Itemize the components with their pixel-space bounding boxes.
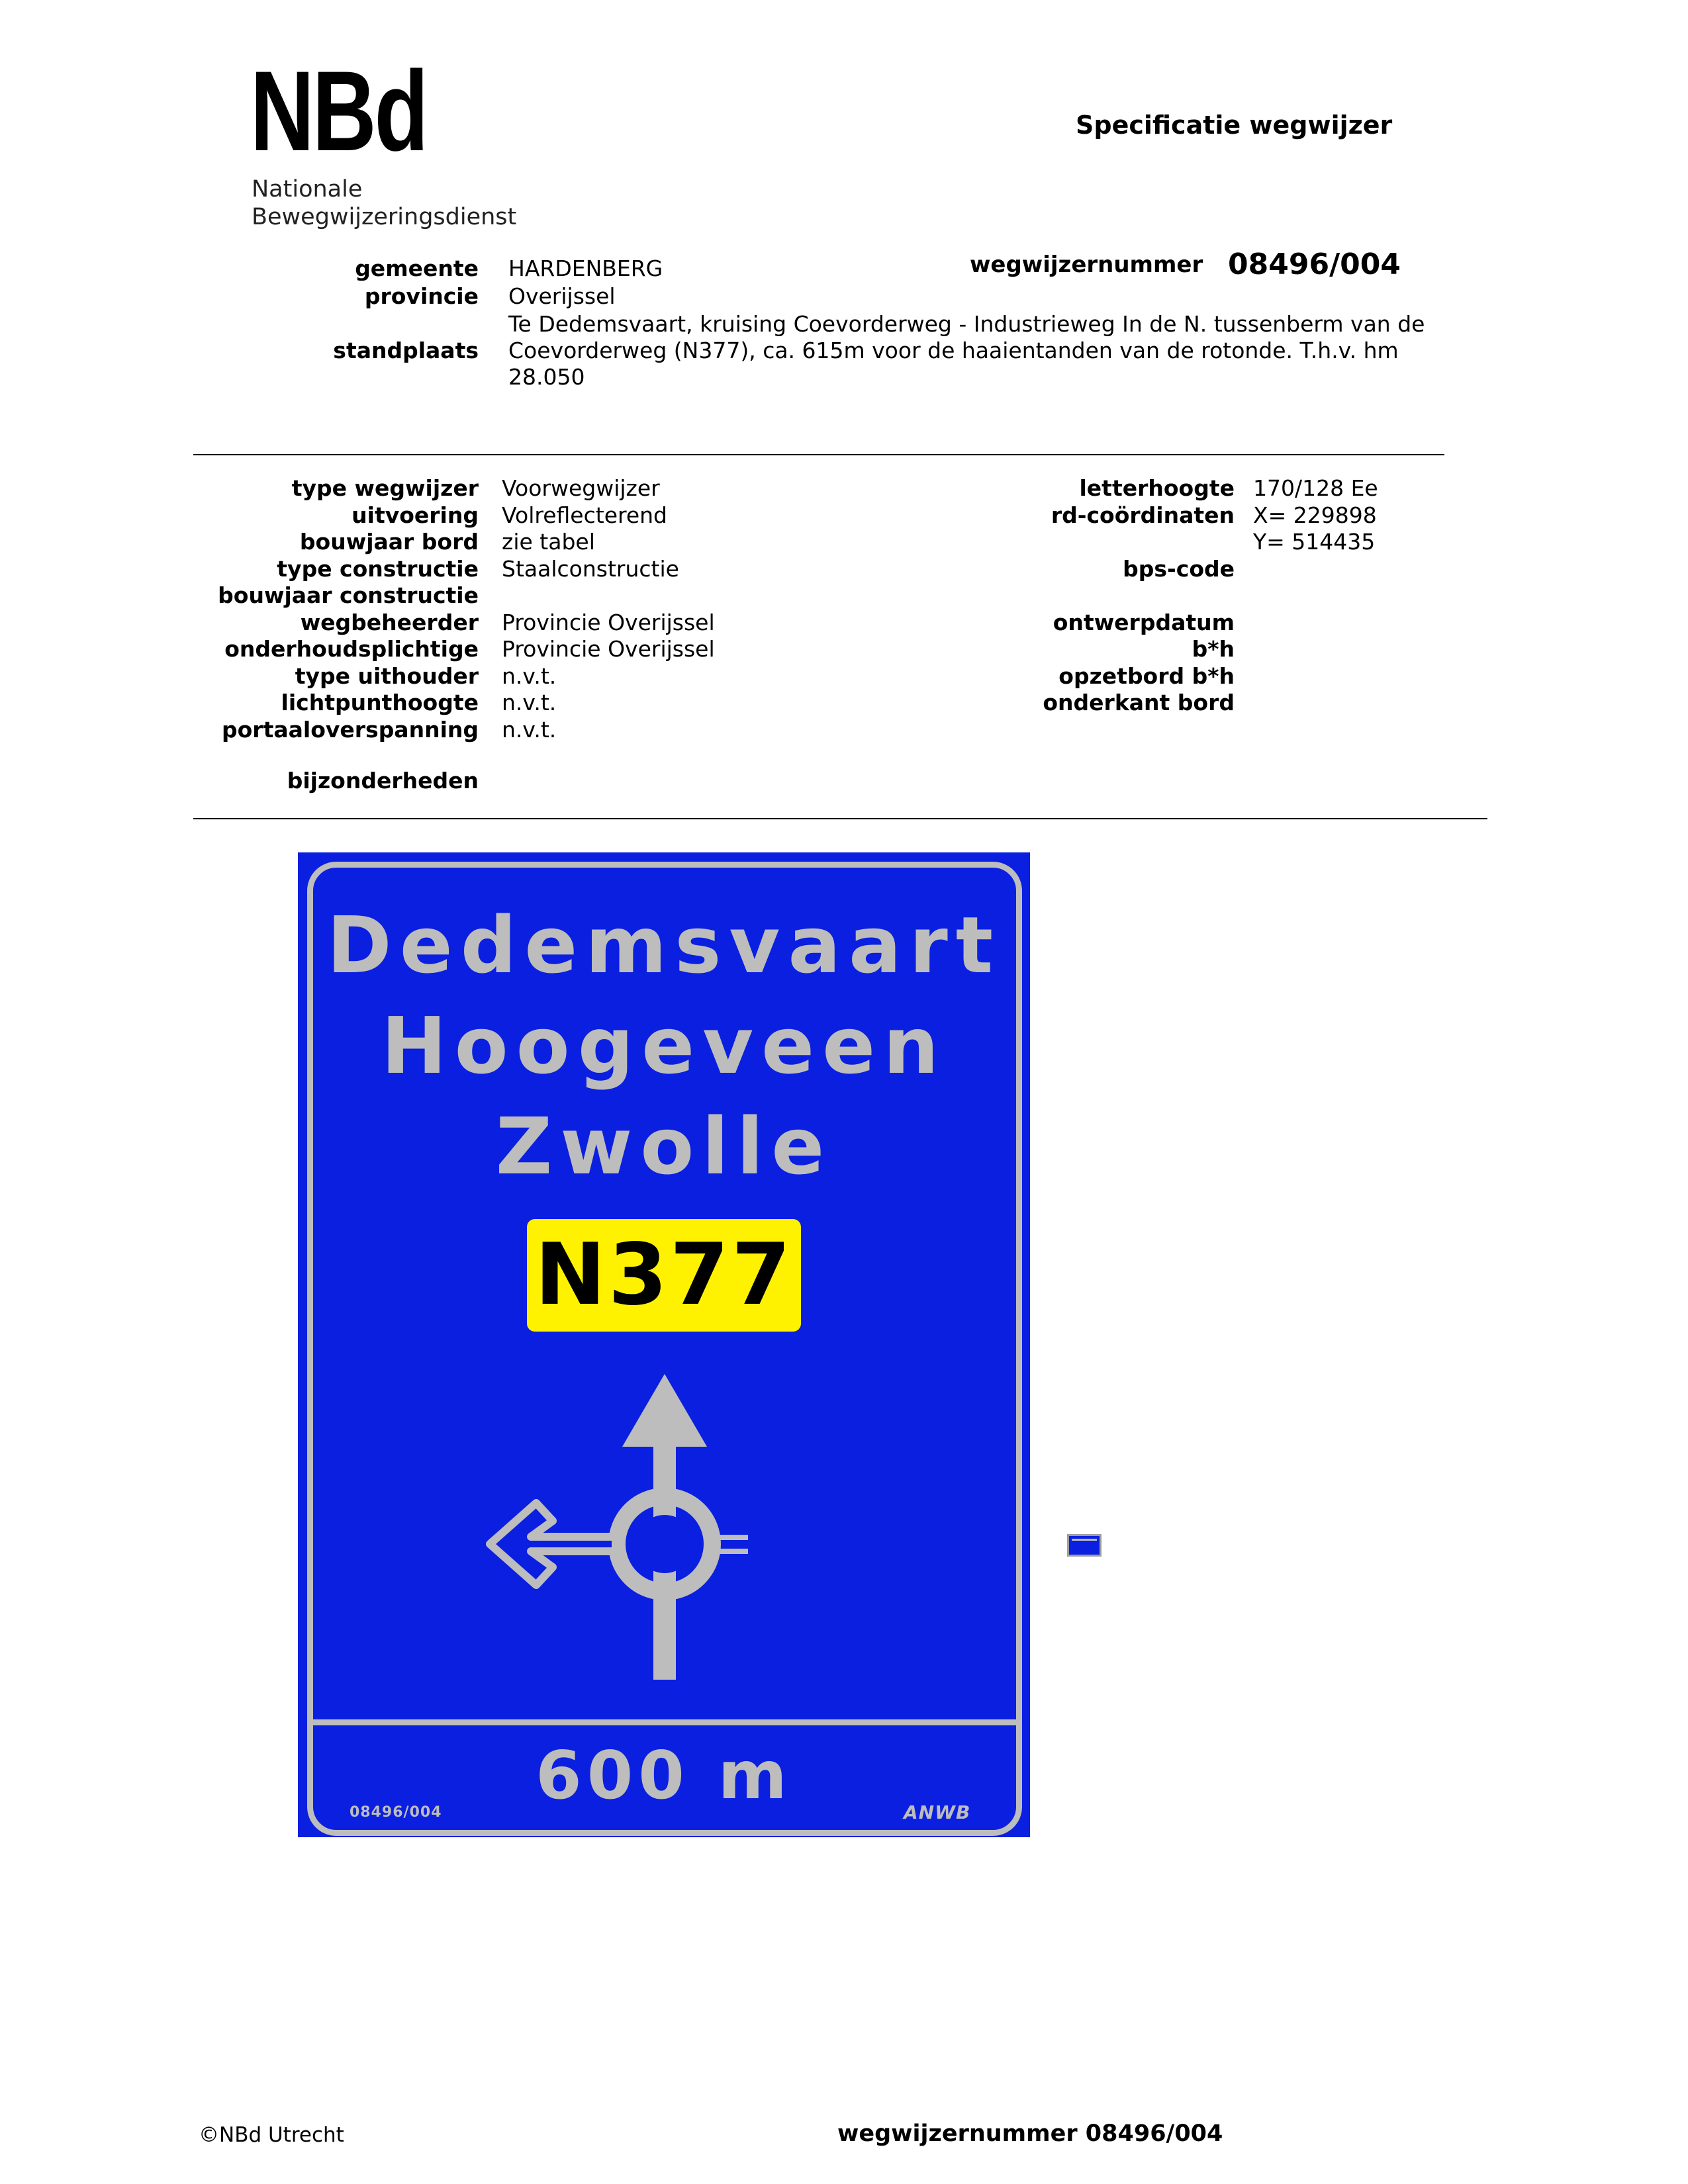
spec-right-label: b*h — [1192, 636, 1235, 662]
distance-label: 600 m — [536, 1737, 792, 1814]
document-title: Specificatie wegwijzer — [1076, 111, 1393, 140]
divider-top — [193, 454, 1444, 455]
spec-left-value: Voorwegwijzer — [502, 475, 660, 501]
spec-left-label: uitvoering — [352, 502, 479, 528]
spec-left-label: wegbeheerder — [300, 609, 479, 635]
anwb-brand: ANWB — [904, 1801, 971, 1823]
destination-3: Zwolle — [495, 1101, 833, 1192]
gemeente-label: gemeente — [355, 255, 479, 281]
spec-right-value: 170/128 Ee — [1253, 475, 1378, 501]
spec-left-value: n.v.t. — [502, 716, 557, 743]
spec-left-label: bouwjaar bord — [299, 529, 479, 555]
footer-copyright: ©NBd Utrecht — [199, 2123, 344, 2147]
destination-1: Dedemsvaart — [326, 899, 1002, 991]
destination-2: Hoogeveen — [381, 1000, 947, 1091]
nbd-logo: NBd — [250, 48, 427, 175]
spec-right-label: bps-code — [1123, 555, 1235, 582]
spec-left-label: onderhoudsplichtige — [224, 636, 479, 662]
spec-left-label: portaaloverspanning — [222, 716, 479, 743]
standplaats-line2: Coevorderweg (N377), ca. 615m voor de haaientanden van de rotonde. T.h.v. hm — [508, 338, 1399, 363]
spec-left-label: type constructie — [277, 555, 479, 582]
spec-right-label: rd-coördinaten — [1051, 502, 1235, 528]
spec-left-value: Provincie Overijssel — [502, 609, 715, 635]
sign-number: 08496/004 — [350, 1804, 442, 1821]
org-name-line2: Bewegwijzeringsdienst — [252, 204, 517, 230]
bijzonderheden-label: bijzonderheden — [287, 768, 479, 794]
standplaats-label: standplaats — [333, 338, 479, 363]
standplaats-line1: Te Dedemsvaart, kruising Coevorderweg - Industrieweg In de N. tussenberm van de — [508, 311, 1425, 337]
spec-left-value: Volreflecterend — [502, 502, 667, 528]
spec-left-label: bouwjaar constructie — [218, 582, 479, 608]
spec-right-label: opzetbord b*h — [1058, 662, 1235, 689]
footer-sign-number: wegwijzernummer 08496/004 — [837, 2120, 1223, 2147]
spec-left-label: type uithouder — [295, 662, 479, 689]
spec-right-label: onderkant bord — [1043, 690, 1235, 715]
roundabout-arrow-icon — [298, 852, 1030, 1837]
arrow-head-left — [490, 1503, 616, 1585]
spec-right-label: ontwerpdatum — [1053, 609, 1235, 635]
spec-left-label: type wegwijzer — [291, 475, 479, 501]
provincie-label: provincie — [364, 283, 479, 309]
route-number-panel: N377 — [527, 1219, 801, 1332]
spec-right-value: Y= 514435 — [1253, 529, 1376, 555]
spec-left-value: zie tabel — [502, 529, 595, 555]
road-sign — [298, 852, 1030, 1837]
org-name-line1: Nationale — [252, 176, 363, 203]
standplaats-line3: 28.050 — [508, 364, 585, 390]
provincie-value: Overijssel — [508, 283, 616, 309]
spec-left-value: Staalconstructie — [502, 555, 679, 582]
gemeente-value: HARDENBERG — [508, 255, 663, 281]
spec-right-value: X= 229898 — [1253, 502, 1377, 528]
spec-left-value: Provincie Overijssel — [502, 636, 715, 662]
spec-left-value: n.v.t. — [502, 690, 557, 715]
spec-left-value: n.v.t. — [502, 662, 557, 689]
wegwijzernummer-label: wegwijzernummer — [970, 251, 1203, 278]
spec-right-label: letterhoogte — [1079, 475, 1235, 501]
divider-bottom — [193, 818, 1487, 819]
wegwijzernummer-value: 08496/004 — [1228, 248, 1401, 281]
sign-thumbnail — [1067, 1534, 1102, 1557]
spec-left-label: lichtpunthoogte — [281, 690, 479, 715]
